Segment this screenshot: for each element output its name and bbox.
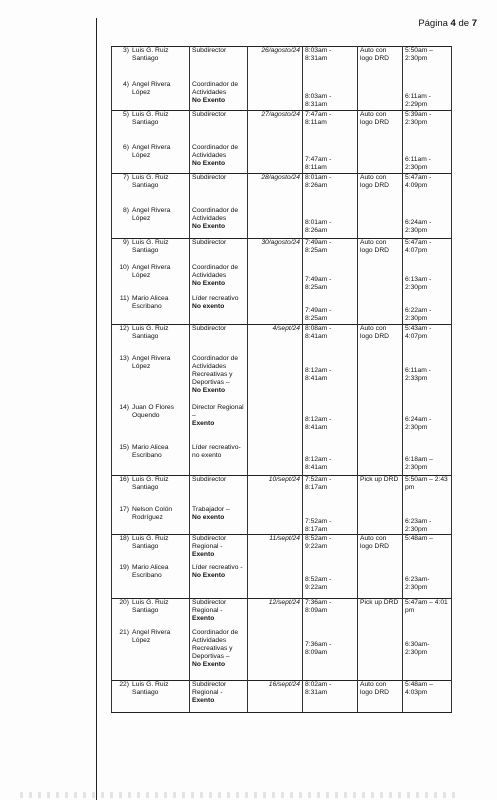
position-title: Subdirector Regional - [192, 534, 227, 550]
time-range: 8:03am - 8:31am [305, 47, 332, 62]
work-hours: 6:13am - 2:30pm [405, 275, 432, 291]
employee-cell [112, 404, 190, 444]
position-cell [190, 680, 248, 712]
vehicle-cell: Auto con logo DRD [358, 47, 403, 81]
position-title: Director Regional – [192, 403, 244, 419]
position-cell [190, 207, 248, 239]
work-hours-cell [403, 174, 452, 207]
table-row [112, 295, 452, 325]
left-margin-rule [96, 18, 97, 800]
position-cell [190, 564, 248, 598]
position-cell [190, 295, 248, 325]
work-hours: 5:47am - 4:07pm [405, 239, 432, 254]
entry-number: 21) [119, 629, 129, 636]
date-cell [248, 355, 303, 404]
time-range: 7:47am - 8:11am [305, 155, 332, 171]
table-row [112, 264, 452, 295]
position-title: Trabajador – [192, 505, 230, 513]
time-range: 7:47am - 8:11am [305, 111, 332, 126]
date-cell: 16/sept/24 [248, 680, 303, 712]
entry-number: 6) [123, 143, 129, 151]
position-title: Subdirector [192, 476, 227, 483]
time-range: 8:12am - 8:41am [305, 455, 332, 471]
position-title: Coordinador de Actividades Recreativas y Deportivas – [192, 629, 239, 660]
employee-cell [112, 506, 190, 535]
position-cell [190, 144, 248, 174]
time-range: 7:52am - 8:17am [305, 517, 332, 533]
work-hours: 6:22am - 2:30pm [405, 306, 432, 322]
exemption-status: No Exento [192, 386, 226, 394]
entry-number: 15) [119, 443, 129, 451]
table-row [112, 47, 452, 81]
entry-number: 9) [123, 239, 129, 246]
work-hours: 5:43am - 4:07pm [405, 325, 432, 340]
exemption-status: No exento [192, 513, 225, 521]
time-range: 8:01am - 8:26am [305, 174, 332, 189]
vehicle-cell [358, 81, 403, 111]
position-cell [190, 81, 248, 111]
time-range-cell [303, 629, 358, 680]
vehicle-cell: Pick up DRD [358, 476, 403, 506]
vehicle-cell: Auto con logo DRD [358, 534, 403, 564]
time-range-cell [303, 295, 358, 325]
vehicle-cell: Auto con logo DRD [358, 680, 403, 712]
entry-number: 17) [119, 505, 129, 513]
work-hours: 5:47am - 4:09pm [405, 174, 432, 189]
position-title: Subdirector Regional - [192, 598, 227, 614]
work-hours: 6:24am - 2:30pm [405, 218, 432, 234]
employee-cell [112, 47, 190, 81]
employee-cell [112, 325, 190, 355]
work-hours: 5:48am – [405, 534, 433, 542]
time-range-cell [303, 404, 358, 444]
work-hours: 5:48am – 4:03pm [405, 680, 433, 696]
time-range-cell [303, 355, 358, 404]
work-hours-cell [403, 506, 452, 535]
vehicle-cell [358, 404, 403, 444]
employee-name: Luis G. Ruiz Santiago [132, 239, 169, 254]
time-range-cell [303, 144, 358, 174]
work-hours: 6:18am – 2:30pm [405, 455, 433, 471]
employee-cell [112, 295, 190, 325]
entry-number: 20) [119, 598, 129, 606]
work-hours: 6:11am - 2:30pm [405, 155, 431, 171]
date-cell [248, 444, 303, 476]
employee-name: Luis G. Ruiz Santiago [132, 598, 169, 614]
employee-cell [112, 629, 190, 680]
date-cell: 4/sept/24 [248, 325, 303, 355]
time-range-cell [303, 207, 358, 239]
table-row [112, 355, 452, 404]
vehicle-cell: Auto con logo DRD [358, 111, 403, 144]
page-number: Página 4 de 7 [418, 18, 477, 29]
table-row [112, 534, 452, 564]
date-cell [248, 207, 303, 239]
vehicle-cell [358, 207, 403, 239]
position-title: Subdirector [192, 47, 227, 54]
time-range-cell [303, 444, 358, 476]
table-row [112, 325, 452, 355]
table-row [112, 506, 452, 535]
entry-number: 16) [119, 476, 129, 483]
vehicle-cell [358, 355, 403, 404]
entry-number: 13) [119, 354, 129, 362]
position-title: Líder recreativo - [192, 564, 243, 571]
employee-name: Luis G. Ruiz Santiago [132, 680, 169, 696]
entry-number: 5) [123, 111, 129, 118]
employee-cell [112, 174, 190, 207]
date-cell [248, 404, 303, 444]
employee-cell [112, 444, 190, 476]
entry-number: 22) [119, 680, 129, 688]
employee-name: Luis G. Ruiz Santiago [132, 47, 169, 62]
table-row [112, 598, 452, 629]
position-title: Líder recreativo-no exento [192, 443, 241, 459]
employee-name: Juan O Flores Oquendo [132, 403, 174, 419]
time-range-cell [303, 174, 358, 207]
employee-name: Nelson Colón Rodríguez [132, 505, 173, 521]
position-title: Líder recreativo [192, 294, 239, 302]
table-row [112, 444, 452, 476]
position-cell [190, 355, 248, 404]
vehicle-cell: Auto con logo DRD [358, 325, 403, 355]
time-range: 7:49am - 8:25am [305, 275, 332, 291]
position-cell [190, 239, 248, 264]
exemption-status: Exento [192, 696, 215, 704]
position-title: Coordinador de Actividades [192, 263, 239, 279]
vehicle-cell: Auto con logo DRD [358, 239, 403, 264]
time-range: 8:12am - 8:41am [305, 366, 332, 382]
employee-cell [112, 680, 190, 712]
work-hours: 6:23am- 2:30pm [405, 576, 430, 591]
position-cell [190, 174, 248, 207]
position-cell [190, 506, 248, 535]
work-hours: 5:39am - 2:30pm [405, 111, 432, 126]
date-cell [248, 295, 303, 325]
work-hours: 6:23am - 2:30pm [405, 517, 432, 533]
scan-footer-noise [20, 792, 460, 798]
table-row [112, 111, 452, 144]
employee-name: Luis G. Ruiz Santiago [132, 325, 169, 340]
work-hours-cell [403, 325, 452, 355]
vehicle-cell [358, 444, 403, 476]
position-cell [190, 47, 248, 81]
time-range-cell [303, 680, 358, 712]
table-row [112, 404, 452, 444]
employee-cell [112, 239, 190, 264]
time-range: 8:01am - 8:26am [305, 218, 332, 234]
entry-number: 11) [119, 294, 129, 302]
employee-name: Ángel Rivera López [132, 80, 171, 96]
time-range: 7:36am - 8:09am [305, 641, 332, 656]
time-range-cell [303, 325, 358, 355]
work-hours-cell [403, 598, 452, 629]
work-hours: 6:24am - 2:30pm [405, 415, 432, 431]
work-hours-cell [403, 629, 452, 680]
vehicle-cell [358, 144, 403, 174]
position-cell [190, 534, 248, 564]
table-row [112, 680, 452, 712]
employee-cell [112, 564, 190, 598]
vehicle-cell: Auto con logo DRD [358, 174, 403, 207]
employee-cell [112, 264, 190, 295]
time-range-cell [303, 47, 358, 81]
time-range: 7:49am - 8:25am [305, 239, 332, 254]
employee-name: Luis G. Ruiz Santiago [132, 534, 169, 550]
work-hours-cell [403, 207, 452, 239]
employee-cell [112, 81, 190, 111]
work-hours-cell [403, 144, 452, 174]
position-title: Coordinador de Actividades Recreativas y Deportivas – [192, 354, 239, 386]
position-cell [190, 404, 248, 444]
position-title: Coordinador de Actividades [192, 80, 239, 96]
exemption-status: No Exento [192, 572, 226, 579]
time-range: 8:52am - 9:22am [305, 534, 332, 550]
employee-cell [112, 598, 190, 629]
employee-cell [112, 144, 190, 174]
table-row [112, 207, 452, 239]
employee-cell [112, 207, 190, 239]
time-range-cell [303, 239, 358, 264]
work-hours-cell [403, 239, 452, 264]
employee-cell [112, 534, 190, 564]
time-range-cell [303, 564, 358, 598]
work-hours: 5:47am – 4:01 pm [405, 598, 448, 614]
time-range-cell [303, 476, 358, 506]
exemption-status: No Exento [192, 159, 226, 167]
work-hours-cell [403, 404, 452, 444]
date-cell [248, 144, 303, 174]
vehicle-cell [358, 264, 403, 295]
table-row [112, 564, 452, 598]
date-cell: 11/sept/24 [248, 534, 303, 564]
employee-name: Ángel Rivera López [132, 143, 171, 159]
vehicle-cell: Pick up DRD [358, 598, 403, 629]
position-title: Subdirector [192, 325, 227, 332]
employee-name: Ángel Rivera López [132, 206, 171, 222]
work-hours-cell [403, 355, 452, 404]
exemption-status: No Exento [192, 96, 226, 104]
vehicle-cell [358, 295, 403, 325]
position-cell [190, 476, 248, 506]
date-cell: 28/agosto/24 [248, 174, 303, 207]
table-row [112, 239, 452, 264]
exemption-status: No exento [192, 302, 225, 310]
time-range: 7:49am - 8:25am [305, 306, 332, 322]
date-cell [248, 629, 303, 680]
employee-name: Mario Alicea Escribano [132, 294, 169, 310]
time-range: 8:52am - 9:22am [305, 576, 332, 591]
work-hours-cell [403, 264, 452, 295]
employee-name: Ángel Rivera López [132, 629, 171, 644]
date-cell [248, 564, 303, 598]
entry-number: 10) [119, 263, 129, 271]
time-range-cell [303, 506, 358, 535]
table-row [112, 629, 452, 680]
date-cell [248, 81, 303, 111]
time-range: 8:12am - 8:41am [305, 415, 332, 431]
position-title: Subdirector Regional - [192, 680, 227, 696]
time-range-cell [303, 81, 358, 111]
time-range: 7:36am - 8:09am [305, 598, 332, 614]
travel-log-table [111, 46, 452, 713]
employee-name: Luis G. Ruiz Santiago [132, 476, 169, 491]
work-hours-cell [403, 444, 452, 476]
position-cell [190, 629, 248, 680]
date-cell: 27/agosto/24 [248, 111, 303, 144]
entry-number: 18) [119, 534, 129, 542]
position-title: Subdirector [192, 111, 227, 118]
time-range: 7:52am - 8:17am [305, 476, 332, 491]
work-hours-cell [403, 111, 452, 144]
table-row [112, 476, 452, 506]
position-title: Coordinador de Actividades [192, 143, 239, 159]
time-range-cell [303, 264, 358, 295]
vehicle-cell [358, 629, 403, 680]
position-title: Subdirector [192, 239, 227, 246]
time-range-cell [303, 111, 358, 144]
work-hours: 6:30am- 2:30pm [405, 641, 430, 656]
position-cell [190, 325, 248, 355]
employee-cell [112, 111, 190, 144]
entry-number: 7) [123, 174, 129, 181]
date-cell: 10/sept/24 [248, 476, 303, 506]
exemption-status: Exento [192, 550, 215, 558]
exemption-status: Exento [192, 419, 215, 427]
work-hours-cell [403, 81, 452, 111]
work-hours-cell [403, 476, 452, 506]
exemption-status: Exento [192, 614, 215, 622]
position-cell [190, 598, 248, 629]
vehicle-cell [358, 506, 403, 535]
employee-name: Ángel Rivera López [132, 354, 171, 370]
entry-number: 8) [123, 206, 129, 214]
work-hours-cell [403, 47, 452, 81]
date-cell [248, 264, 303, 295]
vehicle-cell [358, 564, 403, 598]
position-title: Subdirector [192, 174, 227, 181]
position-cell [190, 111, 248, 144]
work-hours: 5:50am – 2:30pm [405, 47, 433, 62]
employee-name: Luis G. Ruiz Santiago [132, 111, 169, 126]
date-cell: 30/agosto/24 [248, 239, 303, 264]
exemption-status: No Exento [192, 222, 226, 230]
employee-cell [112, 476, 190, 506]
work-hours: 6:11am - 2:33pm [405, 366, 431, 382]
time-range-cell [303, 598, 358, 629]
entry-number: 4) [123, 80, 129, 88]
work-hours-cell [403, 564, 452, 598]
time-range: 8:03am - 8:31am [305, 92, 332, 108]
exemption-status: No Exento [192, 661, 226, 668]
entry-number: 19) [119, 564, 129, 571]
date-cell: 26/agosto/24 [248, 47, 303, 81]
entry-number: 12) [119, 325, 129, 332]
work-hours-cell [403, 680, 452, 712]
table-row [112, 144, 452, 174]
work-hours-cell [403, 295, 452, 325]
time-range: 8:08am - 8:41am [305, 325, 332, 340]
employee-name: Mario Alicea Escribano [132, 443, 169, 459]
employee-name: Mario Alicea Escribano [132, 564, 169, 579]
employee-name: Ángel Rivera López [132, 263, 171, 279]
exemption-status: No Exento [192, 279, 226, 287]
date-cell [248, 506, 303, 535]
date-cell: 12/sept/24 [248, 598, 303, 629]
table-row [112, 81, 452, 111]
entry-number: 3) [123, 47, 129, 54]
work-hours: 6:11am - 2:29pm [405, 92, 431, 108]
position-cell [190, 444, 248, 476]
time-range: 8:02am - 8:31am [305, 680, 332, 696]
position-cell [190, 264, 248, 295]
table-row [112, 174, 452, 207]
time-range-cell [303, 534, 358, 564]
entry-number: 14) [119, 403, 129, 411]
position-title: Coordinador de Actividades [192, 206, 239, 222]
work-hours: 5:50am – 2:43 pm [405, 476, 448, 491]
work-hours-cell [403, 534, 452, 564]
employee-name: Luis G. Ruiz Santiago [132, 174, 169, 189]
employee-cell [112, 355, 190, 404]
